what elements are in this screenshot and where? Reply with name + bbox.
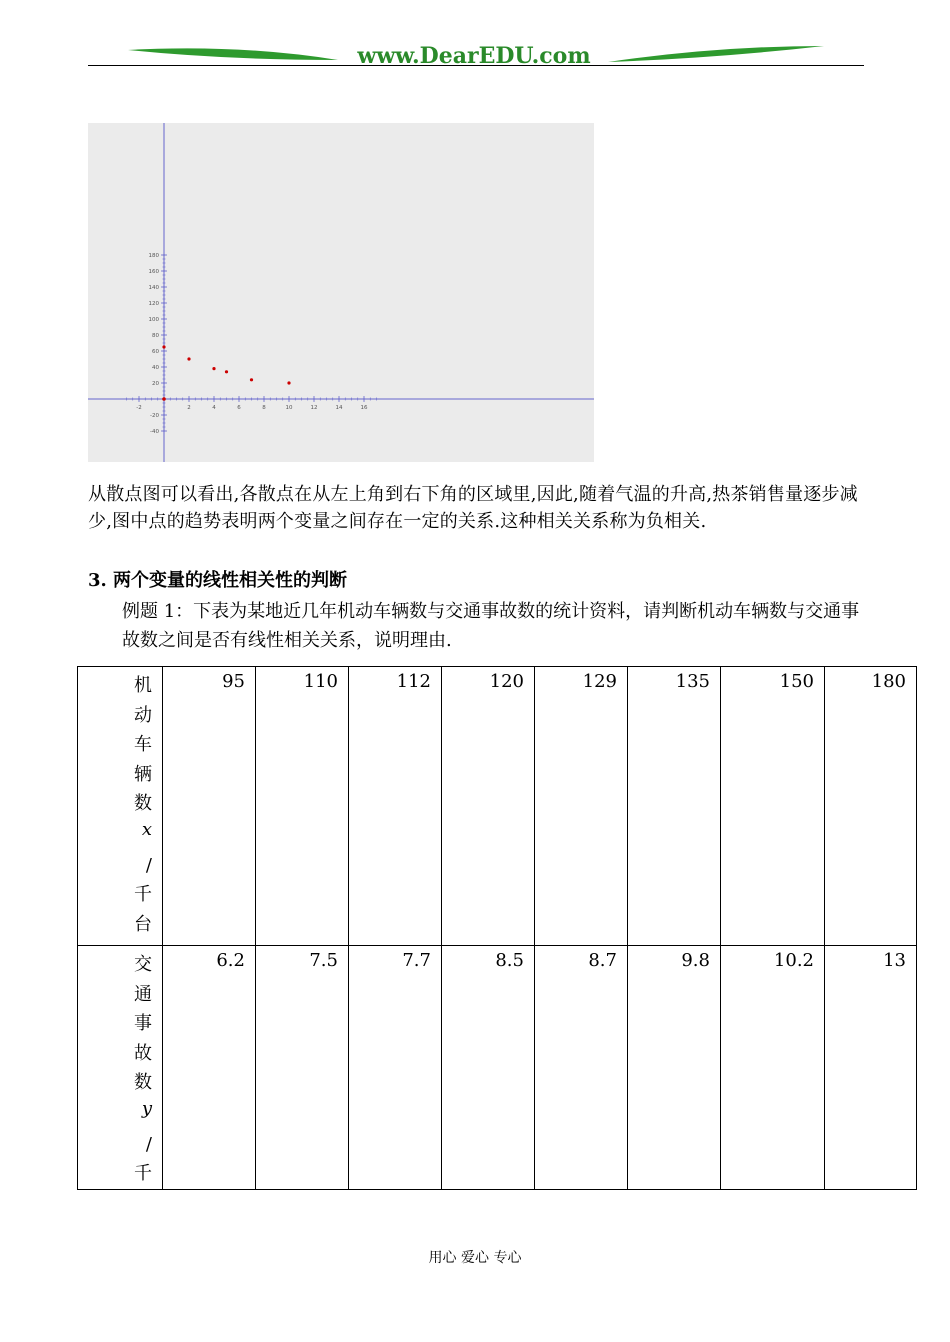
- label-char: 事: [134, 1013, 152, 1034]
- x-tick-label: 2: [187, 405, 191, 411]
- x-tick-label: 4: [212, 405, 216, 411]
- table-cell: 135: [628, 667, 721, 946]
- table-row-vehicles: [78, 667, 917, 946]
- y-tick-label: 140: [148, 285, 159, 291]
- x-tick-label: 12: [310, 405, 318, 411]
- table-cell: 8.5: [442, 946, 535, 1190]
- label-char: 千: [134, 1163, 152, 1184]
- scatter-chart-svg: [88, 123, 594, 462]
- variable-y: y: [141, 1097, 152, 1119]
- label-char: /: [145, 854, 152, 876]
- y-tick-label: 60: [152, 349, 159, 355]
- table-cell: 120: [442, 667, 535, 946]
- label-char: 台: [134, 913, 152, 935]
- data-point: [162, 345, 165, 348]
- table-cell: 9.8: [628, 946, 721, 1190]
- section-heading: 3. 两个变量的线性相关性的判断: [88, 570, 348, 591]
- y-tick-label: 40: [152, 365, 159, 371]
- y-tick-label: -40: [150, 429, 159, 435]
- label-char: 交: [134, 954, 152, 975]
- footer-slogan: 用心 爱心 专心: [428, 1250, 522, 1266]
- row-header-vehicles: [78, 667, 163, 946]
- data-point: [187, 357, 190, 360]
- variable-x: x: [141, 818, 152, 840]
- label-char: 动: [134, 704, 152, 726]
- table-cell: 7.5: [256, 946, 349, 1190]
- y-tick-label: 180: [148, 253, 159, 259]
- y-tick-label: 20: [152, 381, 159, 387]
- table-cell: 13: [825, 946, 917, 1190]
- x-tick-label: -2: [136, 405, 142, 411]
- example-text: 例题 1：下表为某地近几年机动车辆数与交通事故数的统计资料，请判断机动车辆数与交通事故数之间是否有线性相关关系，说明理由.: [122, 601, 860, 651]
- left-swoosh: [128, 48, 338, 60]
- table-cell: 112: [349, 667, 442, 946]
- y-tick-label: -20: [150, 413, 159, 419]
- data-point: [250, 378, 253, 381]
- data-table: [77, 666, 917, 1190]
- x-tick-label: 16: [360, 405, 368, 411]
- label-char: 车: [134, 734, 152, 755]
- y-tick-label: 160: [148, 269, 159, 275]
- table-cell: 110: [256, 667, 349, 946]
- table-cell: 7.7: [349, 946, 442, 1190]
- y-tick-label: 80: [152, 333, 159, 339]
- x-tick-label: 8: [262, 405, 266, 411]
- table-cell: 180: [825, 667, 917, 946]
- label-char: 数: [134, 793, 152, 814]
- paragraph: 从散点图可以看出,各散点在从左上角到右下角的区域里,因此,随着气温的升高,热茶销售量逐步减少,图中点的趋势表明两个变量之间存在一定的关系.这种相关关系称为负相关.: [88, 484, 858, 532]
- label-char: 千: [134, 884, 152, 905]
- origin-point: [162, 397, 166, 401]
- x-tick-label: 10: [285, 405, 293, 411]
- table-cell: 8.7: [535, 946, 628, 1190]
- right-swoosh: [608, 46, 824, 62]
- label-char: /: [145, 1133, 152, 1155]
- label-char: 数: [134, 1072, 152, 1093]
- row-header-accidents: [78, 946, 163, 1190]
- label-char: 通: [134, 983, 152, 1005]
- label-char: 辆: [134, 763, 152, 785]
- x-tick-label: 6: [237, 405, 241, 411]
- logo-text: www.DearEDU.com: [357, 43, 591, 69]
- table-row-accidents: [78, 946, 917, 1190]
- label-char: 机: [134, 675, 152, 696]
- table-cell: 10.2: [721, 946, 825, 1190]
- label-char: 故: [134, 1042, 152, 1064]
- table-cell: 6.2: [163, 946, 256, 1190]
- table-cell: 129: [535, 667, 628, 946]
- y-tick-label: 100: [148, 317, 159, 323]
- data-point: [225, 370, 228, 373]
- table-cell: 150: [721, 667, 825, 946]
- data-point: [212, 367, 215, 370]
- scatter-chart: [88, 123, 594, 462]
- x-tick-label: 14: [335, 405, 343, 411]
- header-rule: [88, 65, 864, 66]
- table-cell: 95: [163, 667, 256, 946]
- data-point: [287, 381, 290, 384]
- y-tick-label: 120: [148, 301, 159, 307]
